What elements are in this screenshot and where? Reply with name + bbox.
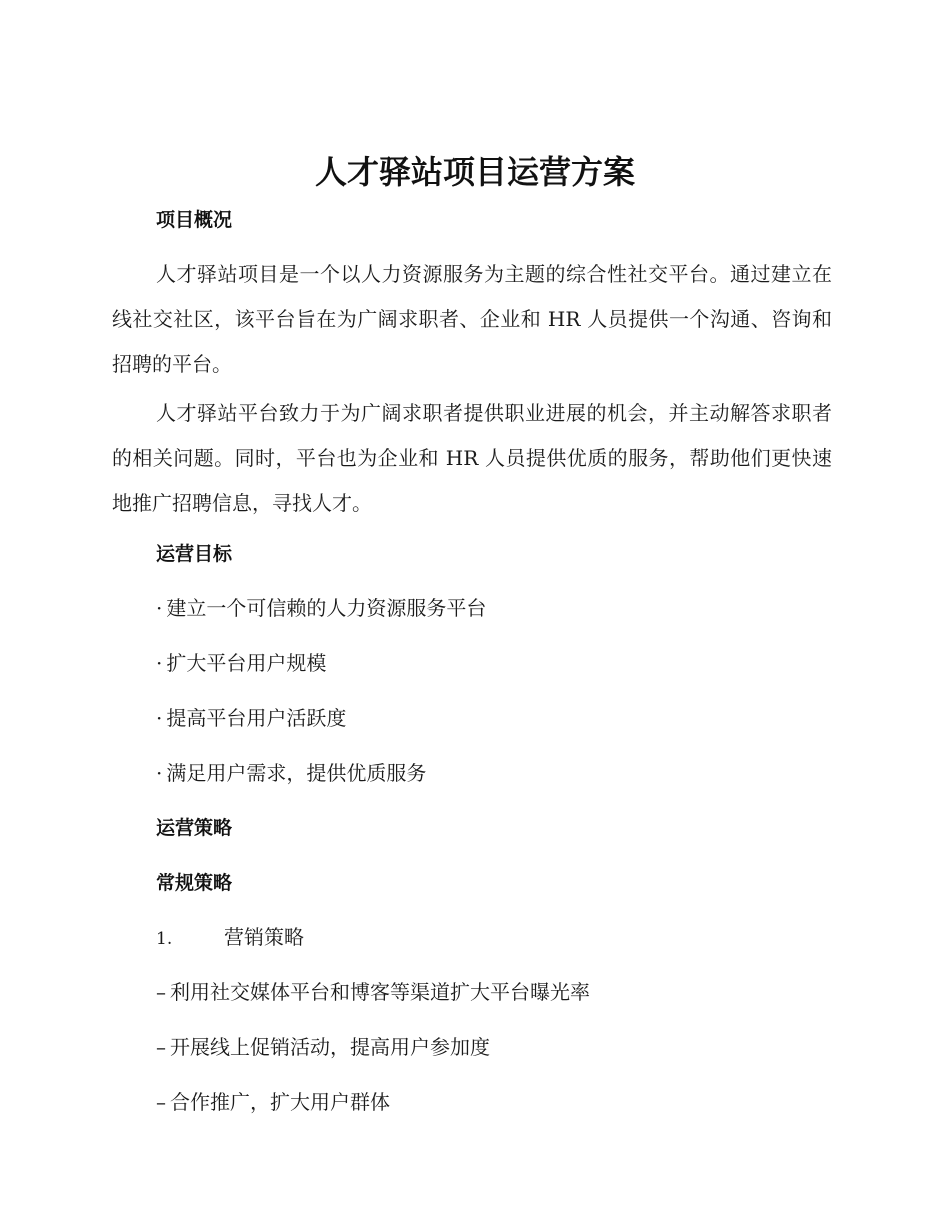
dash-list-item (156, 1033, 490, 1061)
overview-paragraph-1: 人才驿站项目是一个以人力资源服务为主题的综合性社交平台。通过建立在线社交社区，该平台旨在为广阔求职者、企业和 HR 人员提供一个沟通、咨询和招聘的平台。 (112, 262, 832, 376)
goal-item-text: 满足用户需求，提供优质服务 (166, 761, 427, 785)
dash-list-item (156, 1088, 390, 1116)
dash-item-text: 合作推广，扩大用户群体 (170, 1090, 390, 1114)
section-heading-overview: 项目概况 (156, 209, 233, 231)
document-title: 人才驿站项目运营方案 (314, 153, 635, 191)
goal-item-text: 扩大平台用户规模 (166, 651, 327, 675)
bullet-marker: · (156, 651, 163, 675)
section-heading-goals: 运营目标 (156, 543, 233, 565)
goal-item-text: 提高平台用户活跃度 (166, 706, 347, 730)
goal-bullet-item (156, 704, 346, 732)
item-number: 1. (156, 929, 173, 949)
section-heading-strategy: 运营策略 (156, 817, 233, 839)
overview-paragraph-2: 人才驿站平台致力于为广阔求职者提供职业进展的机会，并主动解答求职者的相关问题。同时，平台也为企业和 HR 人员提供优质的服务，帮助他们更快速地推广招聘信息，寻找人才。 (112, 401, 832, 515)
dash-marker: – (156, 980, 166, 1004)
goal-bullet-item (156, 594, 486, 622)
numbered-item-label: 营销策略 (224, 925, 304, 949)
dash-marker: – (156, 1035, 166, 1059)
goal-bullet-item (156, 649, 326, 677)
dash-marker: – (156, 1090, 166, 1114)
goal-item-text: 建立一个可信赖的人力资源服务平台 (166, 596, 487, 620)
bullet-marker: · (156, 706, 163, 730)
dash-list-item (156, 978, 590, 1006)
dash-item-text: 利用社交媒体平台和博客等渠道扩大平台曝光率 (170, 980, 590, 1004)
numbered-item (156, 923, 304, 953)
subsection-heading-regular: 常规策略 (156, 872, 233, 894)
bullet-marker: · (156, 761, 163, 785)
bullet-marker: · (156, 596, 163, 620)
goal-bullet-item (156, 759, 426, 787)
dash-item-text: 开展线上促销活动，提高用户参加度 (170, 1035, 490, 1059)
